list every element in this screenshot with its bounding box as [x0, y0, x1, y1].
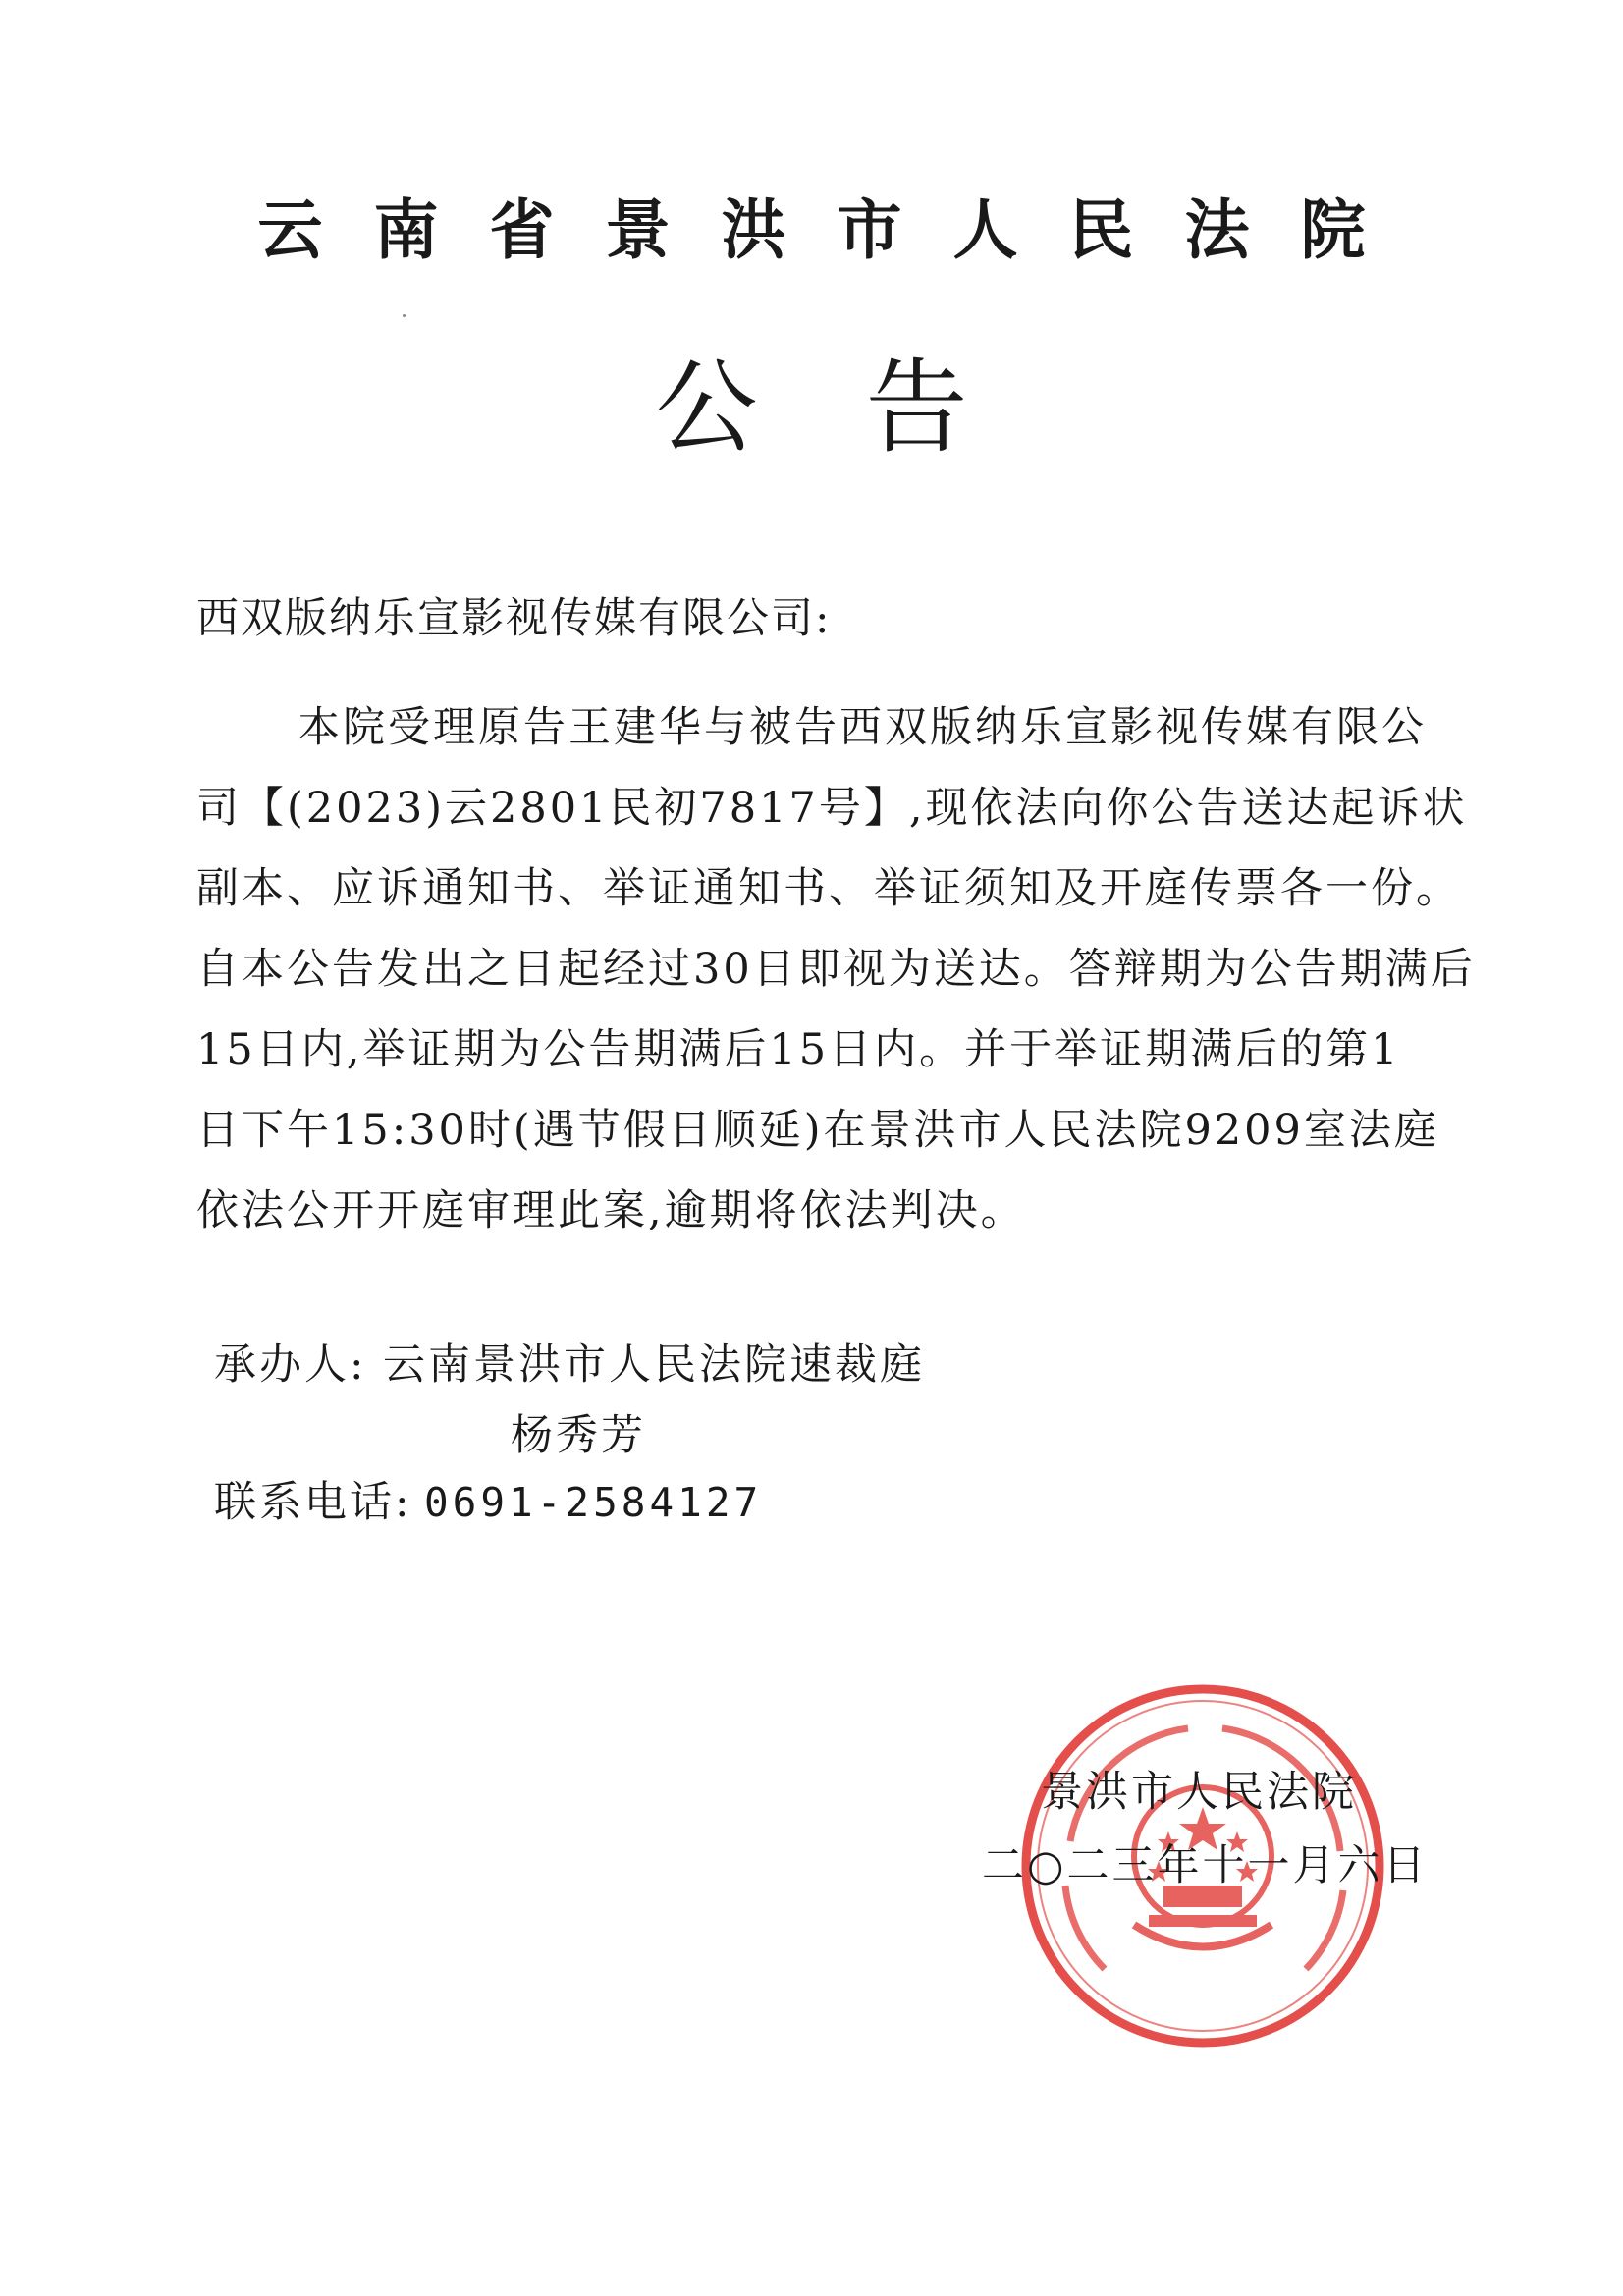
body-line: 副本、应诉通知书、举证通知书、举证须知及开庭传票各一份。 [196, 864, 1461, 913]
body-line: 本院受理原告王建华与被告西双版纳乐宣影视传媒有限公 [298, 703, 1427, 752]
phone-label: 联系电话: [214, 1478, 412, 1527]
body-line: 司【(2023)云2801民初7817号】,现依法向你公告送达起诉状 [196, 784, 1468, 833]
body-line: 依法公开开庭审理此案,逾期将依法判决。 [196, 1186, 1026, 1235]
body-line: 自本公告发出之日起经过30日即视为送达。答辩期为公告期满后 [196, 945, 1476, 994]
signing-date: 二○二三年十一月六日 [982, 1841, 1429, 1890]
notice-body [196, 687, 1476, 1251]
scan-speck [403, 314, 406, 317]
handler-unit: 云南景洪市人民法院速裁庭 [383, 1340, 925, 1390]
body-line: 15日内,举证期为公告期满后15日内。并于举证期满后的第1 [196, 1025, 1401, 1074]
handler-person: 杨秀芳 [511, 1411, 646, 1460]
signing-court: 景洪市人民法院 [1041, 1768, 1357, 1817]
body-line: 日下午15:30时(遇节假日顺延)在景洪市人民法院9209室法庭 [196, 1106, 1439, 1155]
court-name: 云南省景洪市人民法院 [257, 192, 1417, 268]
phone-number: 0691-2584127 [424, 1479, 763, 1526]
document-title: 公告 [655, 348, 1076, 467]
addressee: 西双版纳乐宣影视传媒有限公司: [196, 594, 832, 643]
handler-label: 承办人: [214, 1340, 367, 1390]
